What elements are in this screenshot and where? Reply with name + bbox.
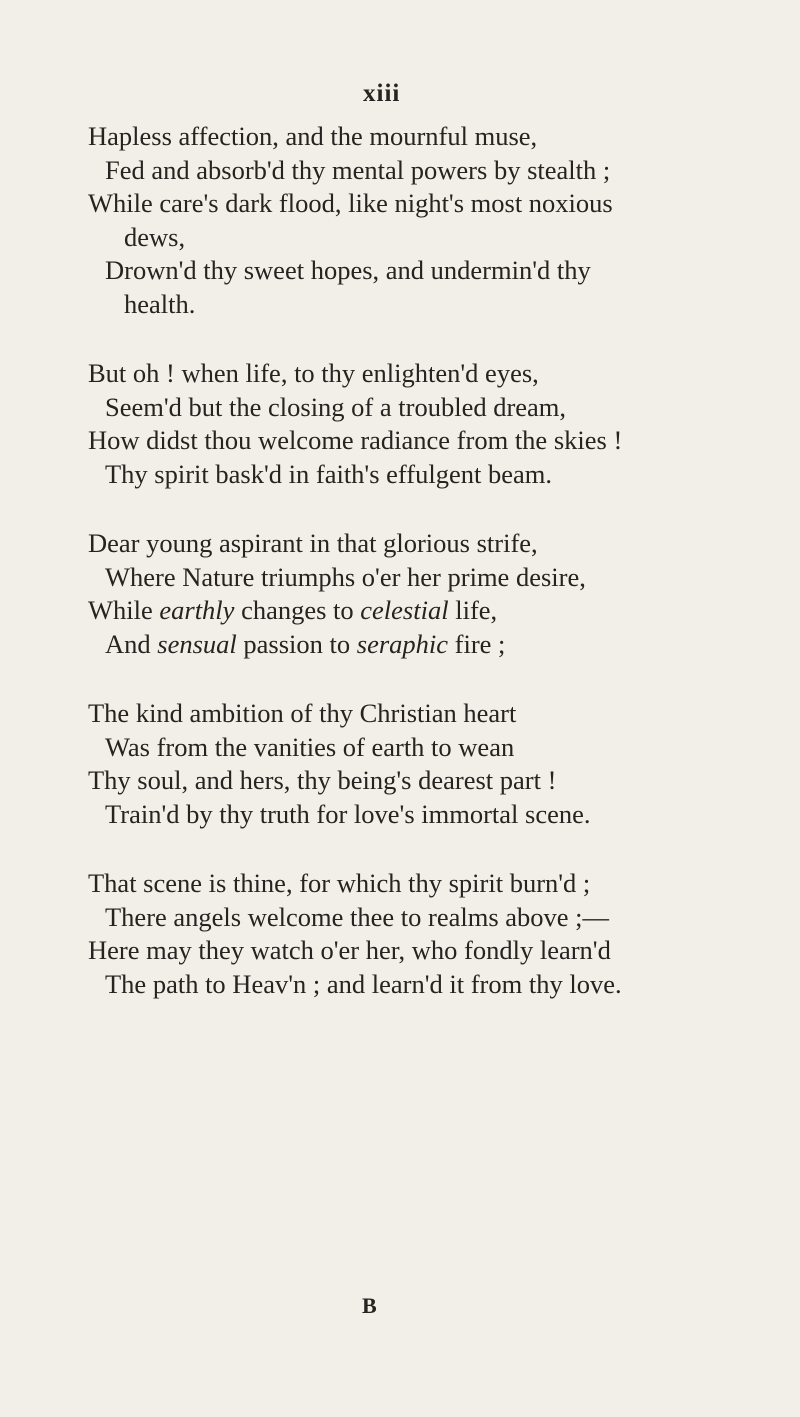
- line-text: Train'd by thy truth for love's immortal scene.: [105, 798, 591, 829]
- poem: [88, 120, 728, 1037]
- line-text: dews,: [124, 221, 186, 252]
- poem-line: [88, 764, 728, 798]
- poem-line: [88, 968, 728, 1002]
- line-text: That scene is thine, for which thy spirit burn'd ;: [88, 868, 591, 898]
- poem-line: [88, 527, 728, 561]
- stanza: [88, 120, 728, 321]
- italic-text: seraphic: [356, 628, 449, 659]
- line-text: But oh ! when life, to thy enlighten'd eyes,: [88, 358, 539, 388]
- line-text: Seem'd but the closing of a troubled dream,: [105, 391, 567, 422]
- poem-line: [88, 561, 728, 595]
- poem-line: [88, 798, 728, 832]
- line-text: passion to: [236, 628, 357, 659]
- line-text: health.: [124, 288, 196, 319]
- italic-text: earthly: [159, 595, 235, 625]
- line-text: There angels welcome thee to realms above ;—: [105, 901, 610, 932]
- poem-line: [88, 458, 728, 492]
- line-text: Thy soul, and hers, thy being's dearest part !: [88, 765, 557, 795]
- line-text: Was from the vanities of earth to wean: [105, 731, 515, 762]
- page-number: xiii: [363, 80, 401, 107]
- line-text: life,: [448, 595, 498, 625]
- line-text: While: [88, 595, 160, 625]
- poem-line: [88, 628, 728, 662]
- poem-line: [88, 120, 728, 154]
- poem-line: [88, 901, 728, 935]
- stanza: [88, 867, 728, 1001]
- line-text: Fed and absorb'd thy mental powers by stealth ;: [105, 154, 611, 185]
- poem-line: [88, 288, 728, 322]
- poem-line: [88, 934, 728, 968]
- italic-text: celestial: [360, 595, 449, 625]
- stanza: [88, 697, 728, 831]
- signature-mark: B: [362, 1293, 377, 1318]
- poem-line: [88, 867, 728, 901]
- line-text: Thy spirit bask'd in faith's effulgent beam.: [105, 458, 552, 489]
- poem-line: [88, 187, 728, 221]
- poem-line: [88, 357, 728, 391]
- poem-line: [88, 154, 728, 188]
- line-text: fire ;: [448, 628, 506, 659]
- poem-line: [88, 221, 728, 255]
- stanza: [88, 357, 728, 491]
- poem-line: [88, 424, 728, 458]
- line-text: Drown'd thy sweet hopes, and undermin'd thy: [105, 255, 591, 285]
- poem-line: [88, 594, 728, 628]
- line-text: The path to Heav'n ; and learn'd it from thy love.: [105, 968, 622, 999]
- poem-line: [88, 254, 728, 288]
- stanza: [88, 527, 728, 661]
- line-text: Hapless affection, and the mournful muse,: [88, 121, 538, 151]
- line-text: Dear young aspirant in that glorious strife,: [88, 528, 538, 558]
- line-text: Here may they watch o'er her, who fondly learn'd: [88, 935, 611, 965]
- line-text: How didst thou welcome radiance from the skies !: [88, 425, 623, 455]
- poem-line: [88, 697, 728, 731]
- poem-line: [88, 731, 728, 765]
- italic-text: sensual: [157, 628, 237, 659]
- line-text: Where Nature triumphs o'er her prime desire,: [105, 561, 586, 592]
- line-text: And: [105, 628, 158, 659]
- line-text: changes to: [234, 595, 361, 625]
- line-text: The kind ambition of thy Christian heart: [88, 698, 517, 728]
- poem-line: [88, 391, 728, 425]
- line-text: While care's dark flood, like night's most noxious: [88, 188, 613, 218]
